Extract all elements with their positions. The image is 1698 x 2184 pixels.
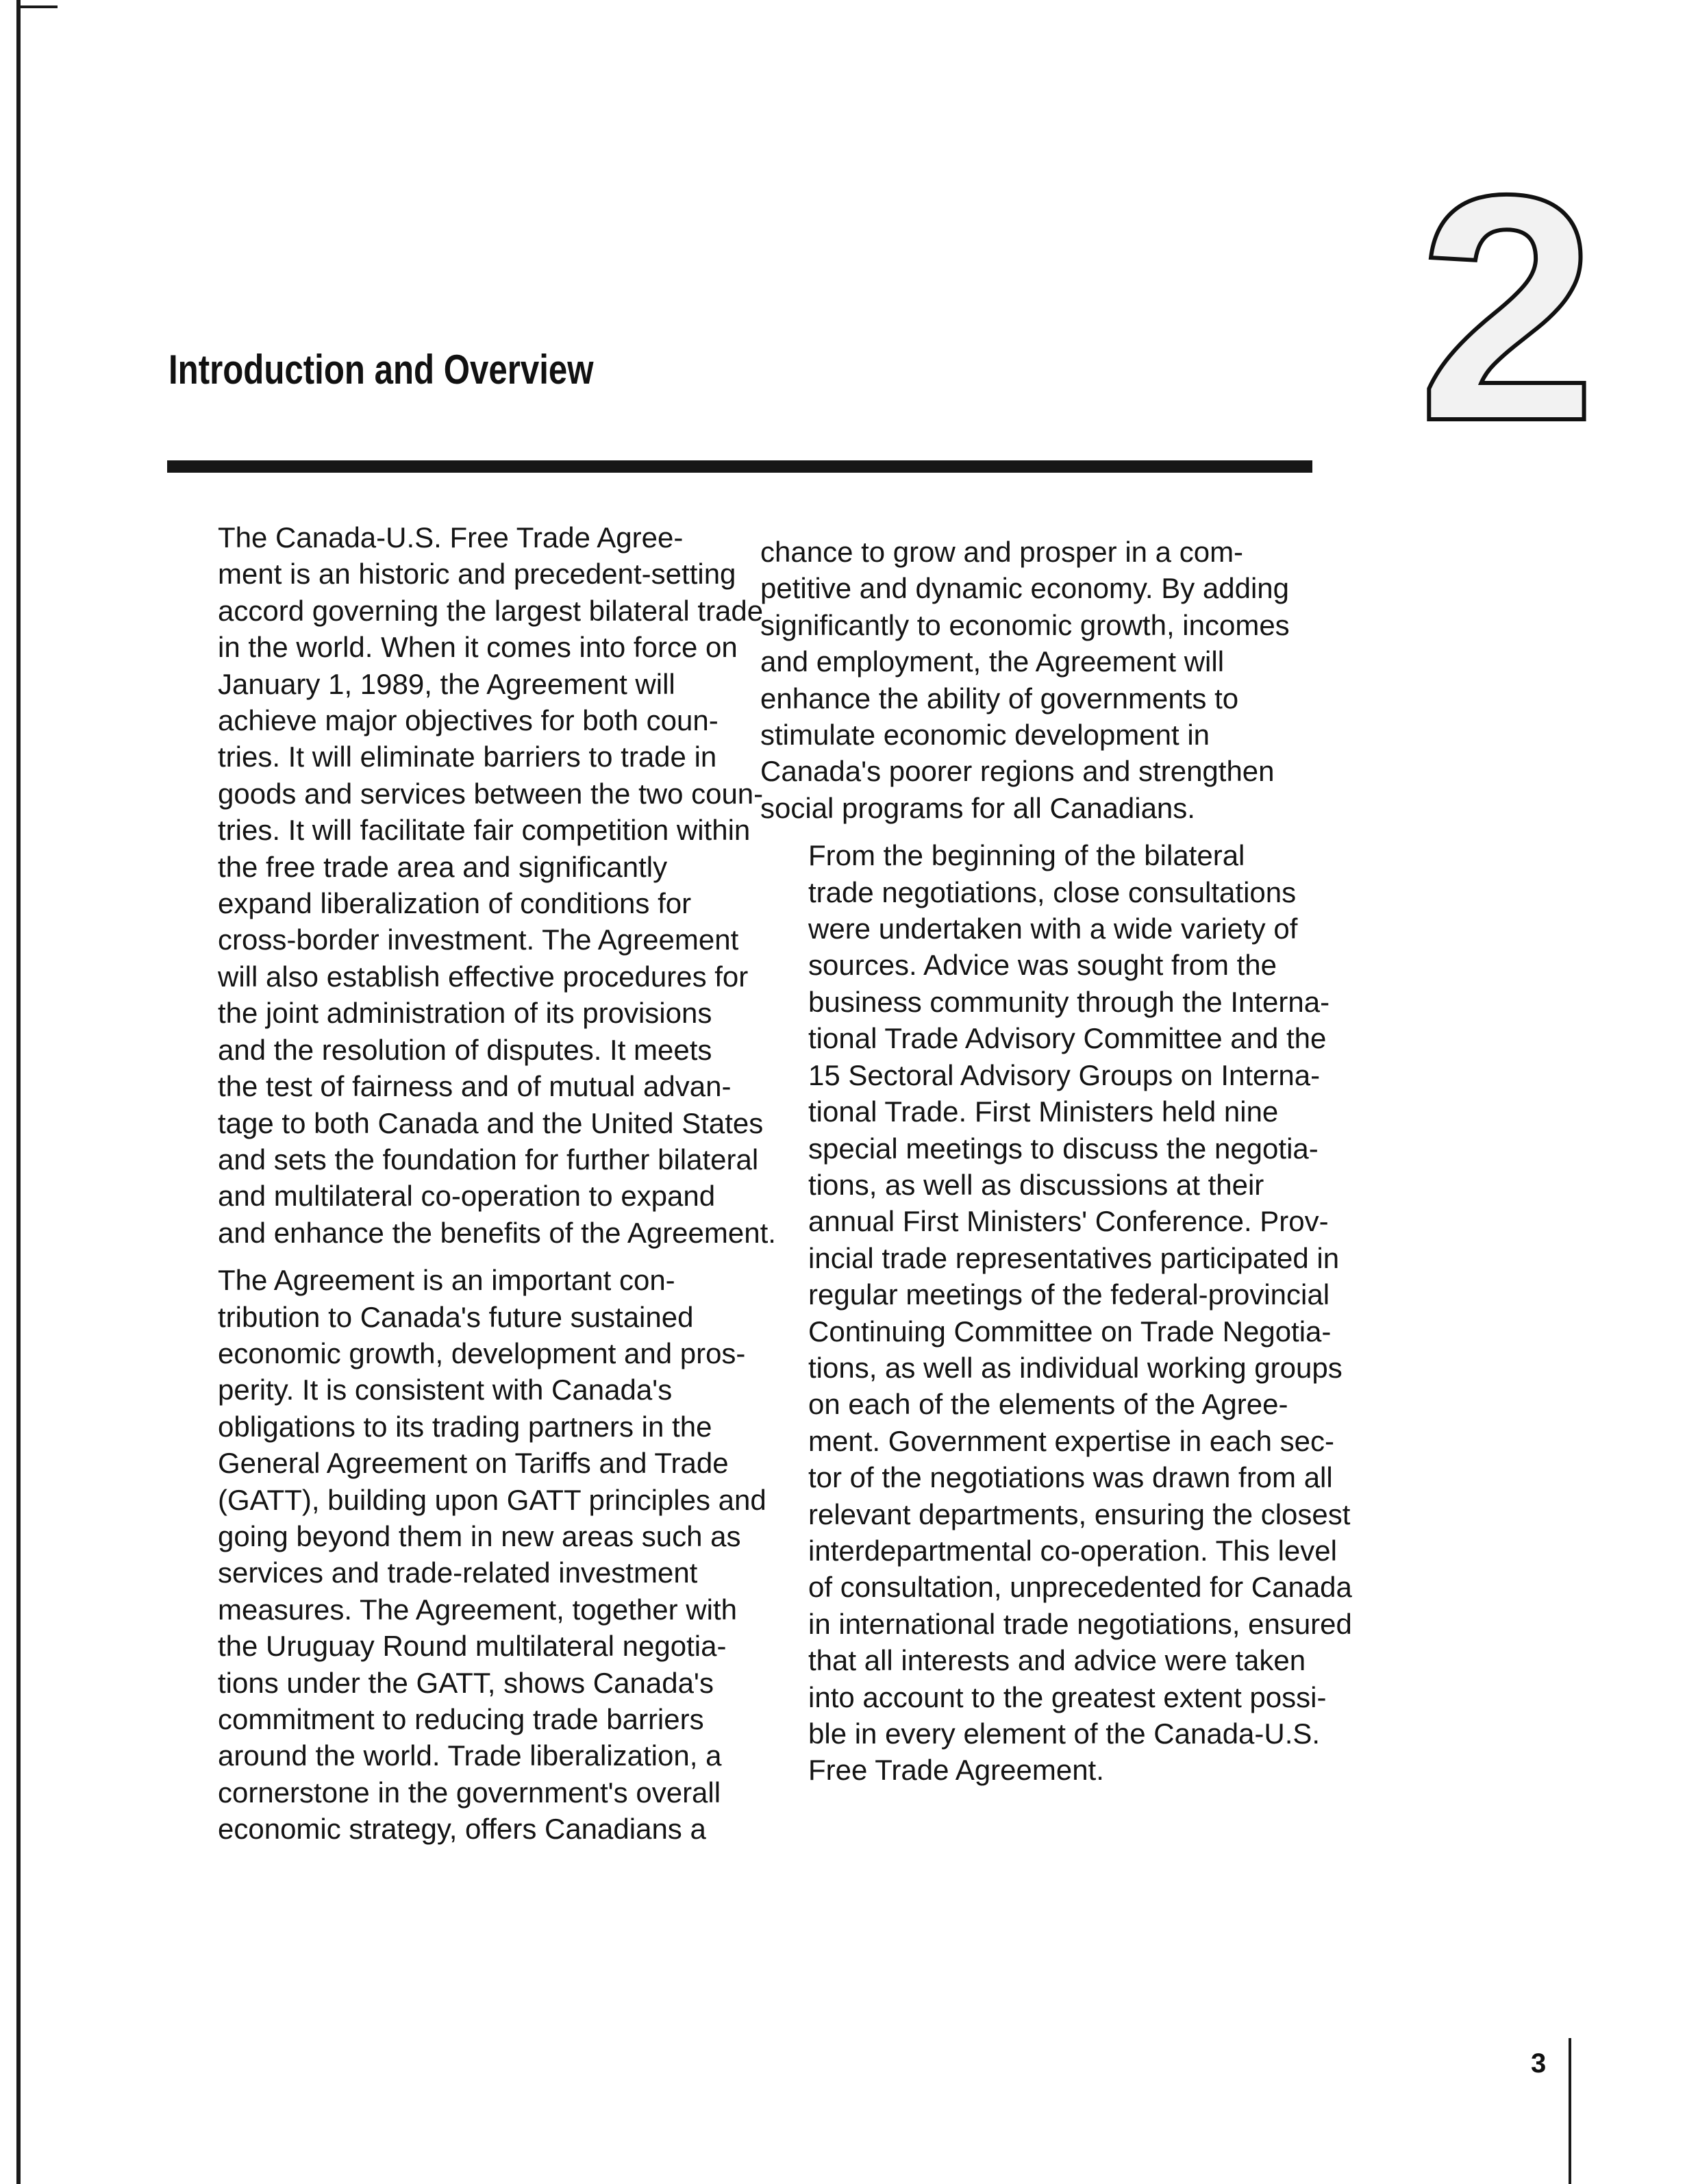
- text-line: the Uruguay Round multilateral negotia-: [218, 1630, 727, 1663]
- text-line: going beyond them in new areas such as: [218, 1519, 741, 1552]
- text-line: relevant departments, ensuring the closest: [808, 1498, 1351, 1530]
- text-line: the test of fairness and of mutual advan-: [218, 1070, 732, 1103]
- text-line: From the beginning of the bilateral: [808, 839, 1245, 872]
- text-line: achieve major objectives for both coun-: [218, 704, 719, 737]
- text-line: around the world. Trade liberalization, a: [218, 1739, 722, 1772]
- text-line: enhance the ability of governments to: [760, 682, 1239, 715]
- text-line: goods and services between the two coun-: [218, 777, 764, 810]
- text-line: tional Trade Advisory Committee and the: [808, 1022, 1327, 1055]
- text-line: in international trade negotiations, ensured: [808, 1607, 1352, 1640]
- text-line: The Canada-U.S. Free Trade Agree-: [218, 521, 684, 554]
- text-line: tional Trade. First Ministers held nine: [808, 1095, 1279, 1128]
- text-line: accord governing the largest bilateral trade: [218, 594, 764, 627]
- text-line: ble in every element of the Canada-U.S.: [808, 1717, 1321, 1750]
- text-line: January 1, 1989, the Agreement will: [218, 667, 675, 700]
- text-line: social programs for all Canadians.: [760, 791, 1195, 824]
- text-line: significantly to economic growth, incomes: [760, 608, 1290, 641]
- text-line: special meetings to discuss the negotia-: [808, 1132, 1319, 1165]
- right-column: [760, 534, 1352, 1800]
- left-column: [170, 519, 776, 1859]
- text-line: (GATT), building upon GATT principles and: [218, 1483, 766, 1516]
- text-line: The Agreement is an important con-: [218, 1264, 675, 1297]
- text-line: Free Trade Agreement.: [808, 1754, 1104, 1787]
- paragraph: [170, 1262, 766, 1848]
- text-line: tions under the GATT, shows Canada's: [218, 1666, 714, 1699]
- text-line: and multilateral co-operation to expand: [218, 1180, 716, 1213]
- text-line: tribution to Canada's future sustained: [218, 1300, 694, 1333]
- text-line: of consultation, unprecedented for Canada: [808, 1571, 1352, 1604]
- text-line: petitive and dynamic economy. By adding: [760, 572, 1289, 605]
- text-line: and employment, the Agreement will: [760, 645, 1225, 678]
- text-line: 15 Sectoral Advisory Groups on Interna-: [808, 1058, 1321, 1091]
- text-line: expand liberalization of conditions for: [218, 887, 692, 920]
- text-line: the free trade area and significantly: [218, 850, 668, 883]
- text-line: the joint administration of its provisions: [218, 997, 712, 1030]
- text-line: tage to both Canada and the United States: [218, 1106, 764, 1139]
- text-line: tries. It will eliminate barriers to trade in: [218, 741, 717, 773]
- text-line: ment. Government expertise in each sec-: [808, 1424, 1335, 1457]
- paragraph: [170, 519, 776, 1251]
- text-line: economic strategy, offers Canadians a: [218, 1813, 706, 1846]
- paragraph: [760, 837, 1352, 1789]
- text-line: ment is an historic and precedent-setting: [218, 558, 736, 591]
- text-line: in the world. When it comes into force on: [218, 631, 738, 664]
- text-line: and enhance the benefits of the Agreement.: [218, 1216, 776, 1249]
- scan-edge-top: [16, 5, 58, 8]
- text-line: obligations to its trading partners in the: [218, 1410, 712, 1443]
- page-title: Introduction and Overview: [168, 347, 594, 393]
- text-line: were undertaken with a wide variety of: [808, 913, 1298, 945]
- text-line: Continuing Committee on Trade Negotia-: [808, 1315, 1332, 1348]
- text-line: tries. It will facilitate fair competition within: [218, 814, 751, 847]
- text-line: trade negotiations, close consultations: [808, 876, 1297, 908]
- chapter-number: 2: [1418, 128, 1590, 488]
- text-line: that all interests and advice were taken: [808, 1644, 1306, 1677]
- text-line: and sets the foundation for further bilateral: [218, 1143, 759, 1176]
- text-line: stimulate economic development in: [760, 719, 1210, 752]
- text-line: sources. Advice was sought from the: [808, 949, 1277, 982]
- text-line: tions, as well as individual working groups: [808, 1351, 1343, 1384]
- text-line: on each of the elements of the Agree-: [808, 1388, 1288, 1421]
- text-line: tions, as well as discussions at their: [808, 1168, 1264, 1201]
- page-number: 3: [1531, 2048, 1547, 2078]
- text-line: and the resolution of disputes. It meets: [218, 1033, 712, 1066]
- text-line: will also establish effective procedures for: [218, 960, 749, 993]
- text-line: perity. It is consistent with Canada's: [218, 1374, 673, 1406]
- text-line: services and trade-related investment: [218, 1556, 698, 1589]
- title-rule: [167, 460, 1312, 473]
- text-line: cornerstone in the government's overall: [218, 1776, 721, 1809]
- text-line: business community through the Interna-: [808, 985, 1330, 1018]
- text-line: regular meetings of the federal-provincial: [808, 1278, 1330, 1311]
- text-line: into account to the greatest extent possi-: [808, 1680, 1327, 1713]
- text-line: annual First Ministers' Conference. Prov-: [808, 1205, 1329, 1238]
- text-line: Canada's poorer regions and strengthen: [760, 755, 1275, 788]
- paragraph: [760, 534, 1343, 826]
- text-line: measures. The Agreement, together with: [218, 1593, 737, 1626]
- text-line: General Agreement on Tariffs and Trade: [218, 1447, 729, 1480]
- text-line: economic growth, development and pros-: [218, 1337, 746, 1369]
- text-line: commitment to reducing trade barriers: [218, 1703, 704, 1735]
- text-line: chance to grow and prosper in a com-: [760, 536, 1244, 568]
- scan-edge-left: [16, 0, 21, 2184]
- text-line: tor of the negotiations was drawn from all: [808, 1461, 1333, 1494]
- text-line: interdepartmental co-operation. This level: [808, 1534, 1337, 1567]
- text-line: cross-border investment. The Agreement: [218, 923, 739, 956]
- margin-rule: [1569, 2038, 1571, 2184]
- text-line: incial trade representatives participated in: [808, 1241, 1340, 1274]
